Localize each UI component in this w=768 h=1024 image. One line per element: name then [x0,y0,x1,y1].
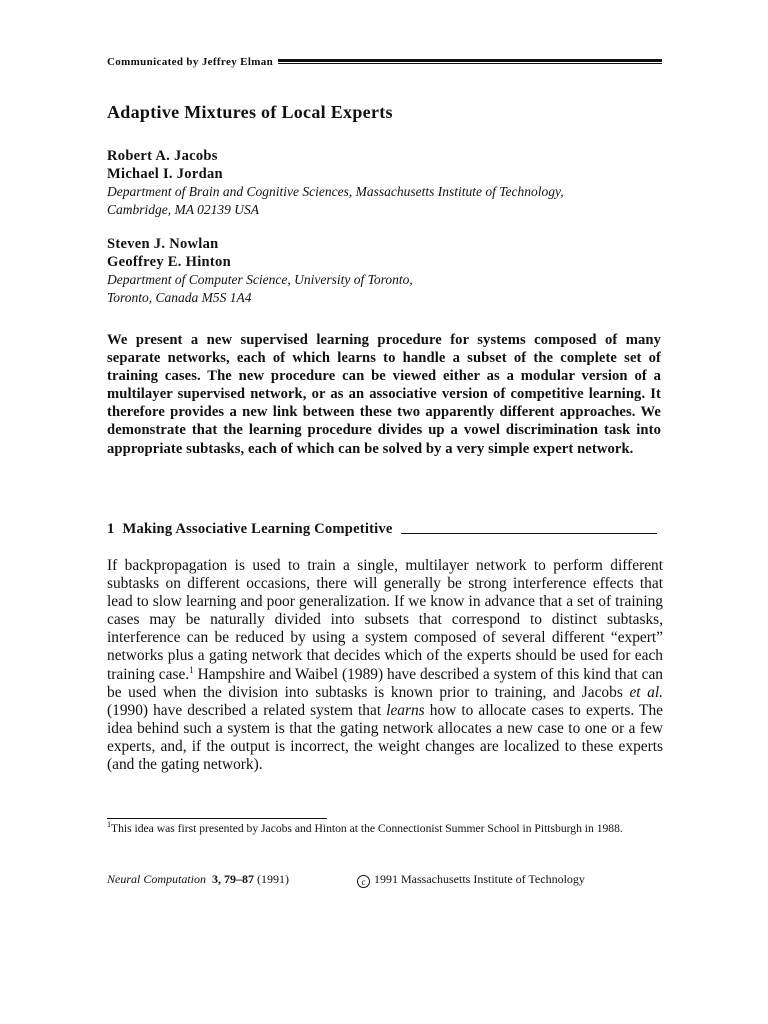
publication-year: (1991) [257,872,290,886]
section-number: 1 [107,520,115,537]
footnote-rule [107,818,327,819]
affiliation-line: Department of Brain and Cognitive Sciences, Massachusetts Institute of Technology, [107,184,564,199]
author-group-1 [107,147,564,219]
footnote-ref[interactable]: 1 [189,664,194,675]
body-text-emphasis: learns [386,701,425,719]
body-text-part: If backpropagation is used to train a single, multilayer network to perform different subtasks on different occasions, there will generally be strong interference effects that lead to slow learning and poor generalization. If we know in advance that a set of training cases may be naturally divided into subsets that correspond to distinct subtasks, interference can be reduced by using a system composed of several different “expert” networks plus a gating network that decides which of the experts should be used for each training case. [107,557,663,683]
body-paragraph [107,557,663,774]
communicated-by: Communicated by Jeffrey Elman [107,56,274,68]
affiliation-line: Toronto, Canada M5S 1A4 [107,290,252,305]
footnote [107,822,663,837]
author-name: Geoffrey E. Hinton [107,254,231,270]
section-rule [401,533,657,534]
footnote-marker: 1 [107,820,111,830]
section-title: Making Associative Learning Competitive [122,520,393,537]
copyright-text: 1991 Massachusetts Institute of Technology [374,872,585,886]
header-rule [278,59,662,65]
journal-name: Neural Computation [107,872,207,886]
affiliation-line: Department of Computer Science, University of Toronto, [107,272,413,287]
author-name: Robert A. Jacobs [107,148,218,164]
abstract: We present a new supervised learning procedure for systems composed of many separate networks, each of which learns to handle a subset of the complete set of training cases. The new procedure can be viewed either as a modular version of a multilayer supervised network, or as an associative version of competitive learning. It therefore provides a new link between these two apparently different approaches. We demonstrate that the learning procedure divides up a vowel discrimination task into appropriate subtasks, each of which can be solved by a very simple expert network. [107,332,661,457]
author-group-2 [107,235,413,307]
volume-pages: 3, 79–87 [212,872,255,886]
paper-title: Adaptive Mixtures of Local Experts [107,102,393,122]
page-header [107,54,662,70]
body-text-emphasis: et al. [629,683,663,701]
footnote-text: This idea was first presented by Jacobs and Hinton at the Connectionist Summer School in Pittsburgh in 1988. [111,822,623,835]
copyright-icon: c [357,875,370,888]
copyright-notice [357,872,585,888]
section-heading [107,519,657,539]
affiliation-line: Cambridge, MA 02139 USA [107,202,259,217]
journal-citation [107,872,289,887]
author-name: Michael I. Jordan [107,166,223,182]
author-name: Steven J. Nowlan [107,236,219,252]
body-text-part: how to allocate cases to experts. The idea behind such a system is that the gating network allocates a new case to one or a few experts, and, if the output is incorrect, the weight changes are localized to these experts (and the gating network). [107,701,663,774]
body-text-part: Hampshire and Waibel (1989) have described a system of this kind that can be used when the division into subtasks is known prior to training, and Jacobs [107,665,663,701]
body-text-part: (1990) have described a related system that [107,701,387,719]
